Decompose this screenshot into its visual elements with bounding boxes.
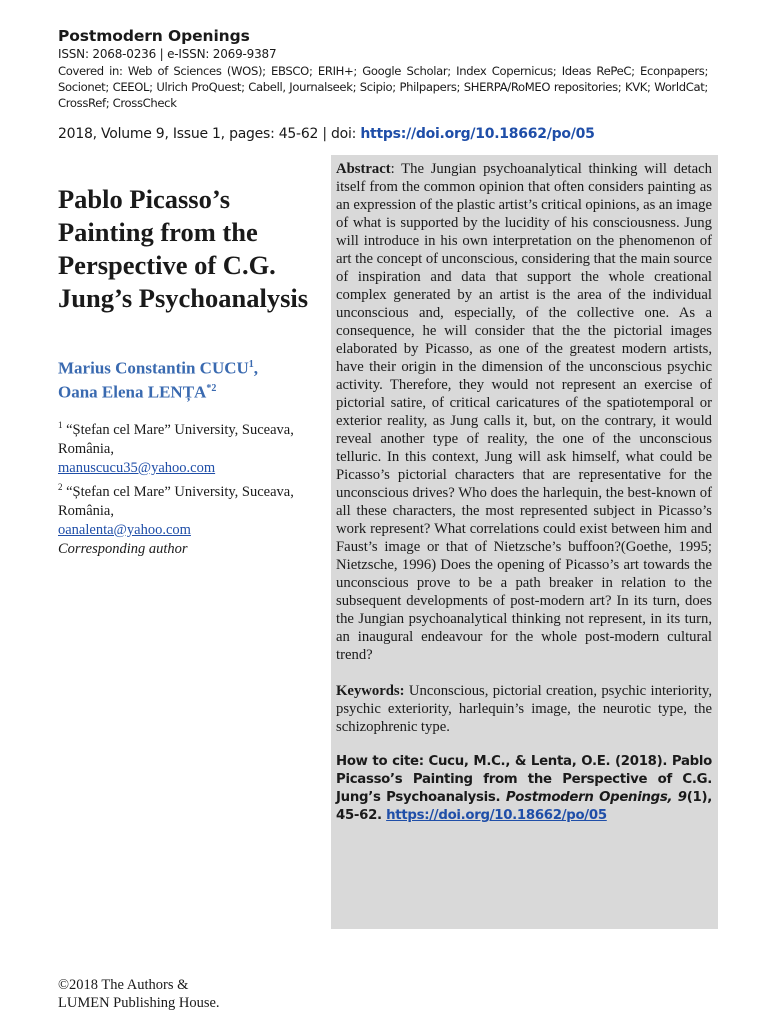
how-to-cite-text: Cucu, M.C., & Lenta, O.E. (2018). Pablo Picasso’s Painting from the Perspective of C.G. Jung’s Psychoanalysis. (336, 754, 712, 805)
author-name: Marius Constantin CUCU (58, 358, 249, 378)
indexing-coverage: Covered in: Web of Sciences (WOS); EBSCO; ERIH+; Google Scholar; Index Copernicus; Ideas RePeC; Econpapers; Socionet; CEEOL; Ulrich ProQuest; Cabell, Journalseek; Scipio; Philpapers; SHERPA/RoMEO repositories; KVK; WorldCat; CrossRef; CrossCheck (58, 64, 708, 110)
how-to-cite-doi-link[interactable]: https://doi.org/10.18662/po/05 (386, 808, 607, 823)
affiliation-text: “Ștefan cel Mare” University, Suceava, România, (58, 483, 294, 519)
keywords-text: Unconscious, pictorial creation, psychic interiority, psychic exteriority, harlequin’s image, the neurotic type, the schizophrenic type. (336, 683, 712, 735)
article-title: Pablo Picasso’s Painting from the Perspective of C.G. Jung’s Psychoanalysis (58, 184, 309, 313)
how-to-cite (336, 753, 712, 825)
affiliations (58, 416, 318, 559)
abstract (336, 160, 712, 664)
authors (58, 355, 318, 402)
keywords-label: Keywords: (336, 683, 405, 699)
volume-issue-line (58, 126, 595, 142)
copyright-footer (58, 976, 220, 1012)
publisher-line: LUMEN Publishing House. (58, 995, 220, 1011)
how-to-cite-pages: (1), 45-62. (336, 790, 712, 823)
volume-text: 2018, Volume 9, Issue 1, pages: 45-62 | doi: (58, 126, 361, 142)
journal-name: Postmodern Openings (58, 27, 250, 45)
abstract-panel (331, 155, 718, 929)
keywords (336, 682, 712, 736)
author-email-link[interactable]: oanalenta@yahoo.com (58, 521, 191, 538)
author-name: Oana Elena LENȚA (58, 382, 207, 402)
author-email-link[interactable]: manuscucu35@yahoo.com (58, 459, 216, 476)
doi-link[interactable]: https://doi.org/10.18662/po/05 (360, 126, 595, 142)
corresponding-author-note: Corresponding author (58, 540, 188, 557)
affiliation-text: “Ștefan cel Mare” University, Suceava, România, (58, 421, 294, 457)
affiliation-mark: 2 (58, 481, 63, 492)
abstract-label: Abstract (336, 161, 391, 177)
author-affiliation-mark: 1 (248, 359, 254, 370)
issn-line: ISSN: 2068-0236 | e-ISSN: 2069-9387 (58, 47, 277, 61)
copyright-line: ©2018 The Authors & (58, 977, 189, 993)
affiliation-mark: 1 (58, 420, 63, 430)
how-to-cite-journal: Postmodern Openings, 9 (505, 790, 687, 805)
how-to-cite-label: How to cite: (336, 754, 424, 769)
abstract-text: : The Jungian psychoanalytical thinking will detach itself from the common opinion that often considers painting as an expression of the plastic artist’s critical opinions, as an image of what is supported by the lucidity of his consciousness. Jung will introduce in his own interpretation on the phenomenon of art the concept of unconscious, considering that the main source of inspiration and data that support the whole creational complex generated by an artist is the area of the individual unconscious and, especially, of the collective one. As a consequence, he will consider that the the pictorial images elaborated by Picasso, as one of the greatest modern artists, have their origin in the dimension of the unconscious psychic activity. Therefore, they would not represent an exercise of pictorial satire, of critical caricatures of the spatiotemporal or exterior reality, as Jung calls it, but, on the contrary, it would reveal another type of reality, the one of the unconscious telluric. In this context, Jung will ask himself, what could be Picasso’s pictorial characters that are representative for the unconscious drives? Who does the harlequin, the best-known of all these characters, the most represented subject in Picasso’s work represent? What correlations could exist between him and Faust’s image or that of Nietzsche’s buffoon?(Goethe, 1995; Nietzsche, 1996) Does the opening of Picasso’s art towards the unconscious prove to be a path breaker in relation to the subsequent developments of post-modern art? In its turn, does the Jungian psychoanalytical thinking not represent, in its turn, an inaugural endeavour for the whole post-modern cultural trend? (336, 161, 712, 663)
author-affiliation-mark: *2 (206, 382, 217, 394)
author-separator: , (253, 358, 259, 378)
